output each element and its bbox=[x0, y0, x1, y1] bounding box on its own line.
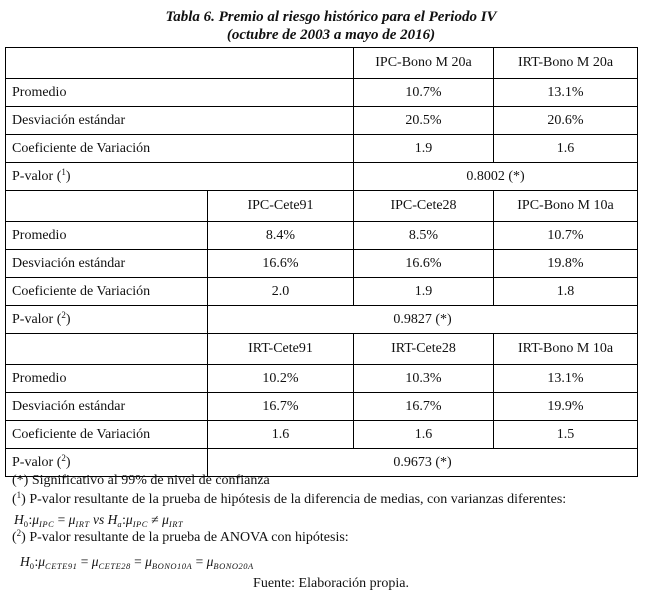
row-label: Desviación estándar bbox=[6, 107, 354, 135]
pvalue-value: 0.8002 (*) bbox=[354, 163, 638, 191]
table-row bbox=[6, 278, 638, 306]
table-cell: 16.7% bbox=[208, 393, 354, 421]
table-cell: 1.9 bbox=[354, 135, 494, 163]
section3-header-row bbox=[6, 334, 638, 365]
pvalue-row bbox=[6, 306, 638, 334]
table-row bbox=[6, 421, 638, 449]
table-cell: 10.2% bbox=[208, 365, 354, 393]
pvalue-value: 0.9673 (*) bbox=[208, 449, 638, 477]
table-cell: 19.8% bbox=[494, 250, 638, 278]
table-row bbox=[6, 107, 638, 135]
row-label: Desviación estándar bbox=[6, 250, 208, 278]
column-header: IPC-Cete28 bbox=[354, 191, 494, 222]
table-cell: 1.6 bbox=[354, 421, 494, 449]
row-label: Coeficiente de Variación bbox=[6, 278, 208, 306]
footnote-1: ($^1$) P-valor resultante de la prueba de hipótesis de la diferencia de medias, con varianzas diferentes: bbox=[12, 490, 567, 507]
table-title: Tabla 6. Premio al riesgo histórico para el Periodo IV bbox=[165, 9, 497, 25]
table-row bbox=[6, 222, 638, 250]
table-cell: 10.7% bbox=[354, 79, 494, 107]
table-cell: 8.5% bbox=[354, 222, 494, 250]
footnote-mark: 2 bbox=[61, 309, 66, 320]
footnote-mark: 1 bbox=[16, 490, 22, 500]
row-label: Desviación estándar bbox=[6, 393, 208, 421]
table-cell: 13.1% bbox=[494, 79, 638, 107]
risk-premium-table bbox=[5, 47, 638, 477]
table-row bbox=[6, 393, 638, 421]
table-row bbox=[6, 365, 638, 393]
column-header: IRT-Cete91 bbox=[208, 334, 354, 365]
table-row bbox=[6, 135, 638, 163]
table-cell: 1.5 bbox=[494, 421, 638, 449]
footnote-mark: 2 bbox=[16, 528, 22, 538]
section2-header-row bbox=[6, 191, 638, 222]
significance-note: (*) Significativo al 99% de nivel de confianza bbox=[12, 473, 270, 488]
table-cell: 20.5% bbox=[354, 107, 494, 135]
table-cell: 1.6 bbox=[208, 421, 354, 449]
table-cell: 2.0 bbox=[208, 278, 354, 306]
pvalue-label: P-valor ($^1$) bbox=[6, 163, 354, 191]
pvalue-label: P-valor ($^2$) bbox=[6, 449, 208, 477]
column-header: IRT-Cete28 bbox=[354, 334, 494, 365]
pvalue-label: P-valor ($^2$) bbox=[6, 306, 208, 334]
footnote-mark: 2 bbox=[61, 452, 66, 463]
table-cell: 19.9% bbox=[494, 393, 638, 421]
row-label: Promedio bbox=[6, 365, 208, 393]
table-cell: 8.4% bbox=[208, 222, 354, 250]
table-cell: 1.6 bbox=[494, 135, 638, 163]
table-cell: 10.7% bbox=[494, 222, 638, 250]
empty-header-cell bbox=[6, 48, 354, 79]
table-subtitle: (octubre de 2003 a mayo de 2016) bbox=[226, 27, 436, 43]
row-label: Promedio bbox=[6, 222, 208, 250]
hypothesis-2: $H_0:\mu_{CETE91} = \mu_{CETE28} = \mu_{BONO10A} = \mu_{BONO20A}$ bbox=[20, 554, 254, 571]
pvalue-row bbox=[6, 163, 638, 191]
table-cell: 1.9 bbox=[354, 278, 494, 306]
table-cell: 16.7% bbox=[354, 393, 494, 421]
hypothesis-1: $H_0:\mu_{IPC} = \mu_{IRT}$ vs $H_a:\mu_{IPC} \ne \mu_{IRT}$ bbox=[14, 512, 184, 529]
table-cell: 16.6% bbox=[208, 250, 354, 278]
pvalue-value: 0.9827 (*) bbox=[208, 306, 638, 334]
column-header: IPC-Bono M 10a bbox=[494, 191, 638, 222]
table-cell: 20.6% bbox=[494, 107, 638, 135]
table-cell: 10.3% bbox=[354, 365, 494, 393]
column-header: IRT-Bono M 20a bbox=[494, 48, 638, 79]
column-header: IPC-Cete91 bbox=[208, 191, 354, 222]
table-row bbox=[6, 250, 638, 278]
row-label: Coeficiente de Variación bbox=[6, 135, 354, 163]
table-cell: 13.1% bbox=[494, 365, 638, 393]
column-header: IPC-Bono M 20a bbox=[354, 48, 494, 79]
empty-header-cell bbox=[6, 191, 208, 222]
footnote-2: ($^2$) P-valor resultante de la prueba de ANOVA con hipótesis: bbox=[12, 528, 349, 545]
table-cell: 1.8 bbox=[494, 278, 638, 306]
section1-header-row bbox=[6, 48, 638, 79]
row-label: Promedio bbox=[6, 79, 354, 107]
footnote-mark: 1 bbox=[61, 166, 66, 177]
table-cell: 16.6% bbox=[354, 250, 494, 278]
empty-header-cell bbox=[6, 334, 208, 365]
column-header: IRT-Bono M 10a bbox=[494, 334, 638, 365]
table-row bbox=[6, 79, 638, 107]
row-label: Coeficiente de Variación bbox=[6, 421, 208, 449]
source-note: Fuente: Elaboración propia. bbox=[253, 576, 409, 591]
